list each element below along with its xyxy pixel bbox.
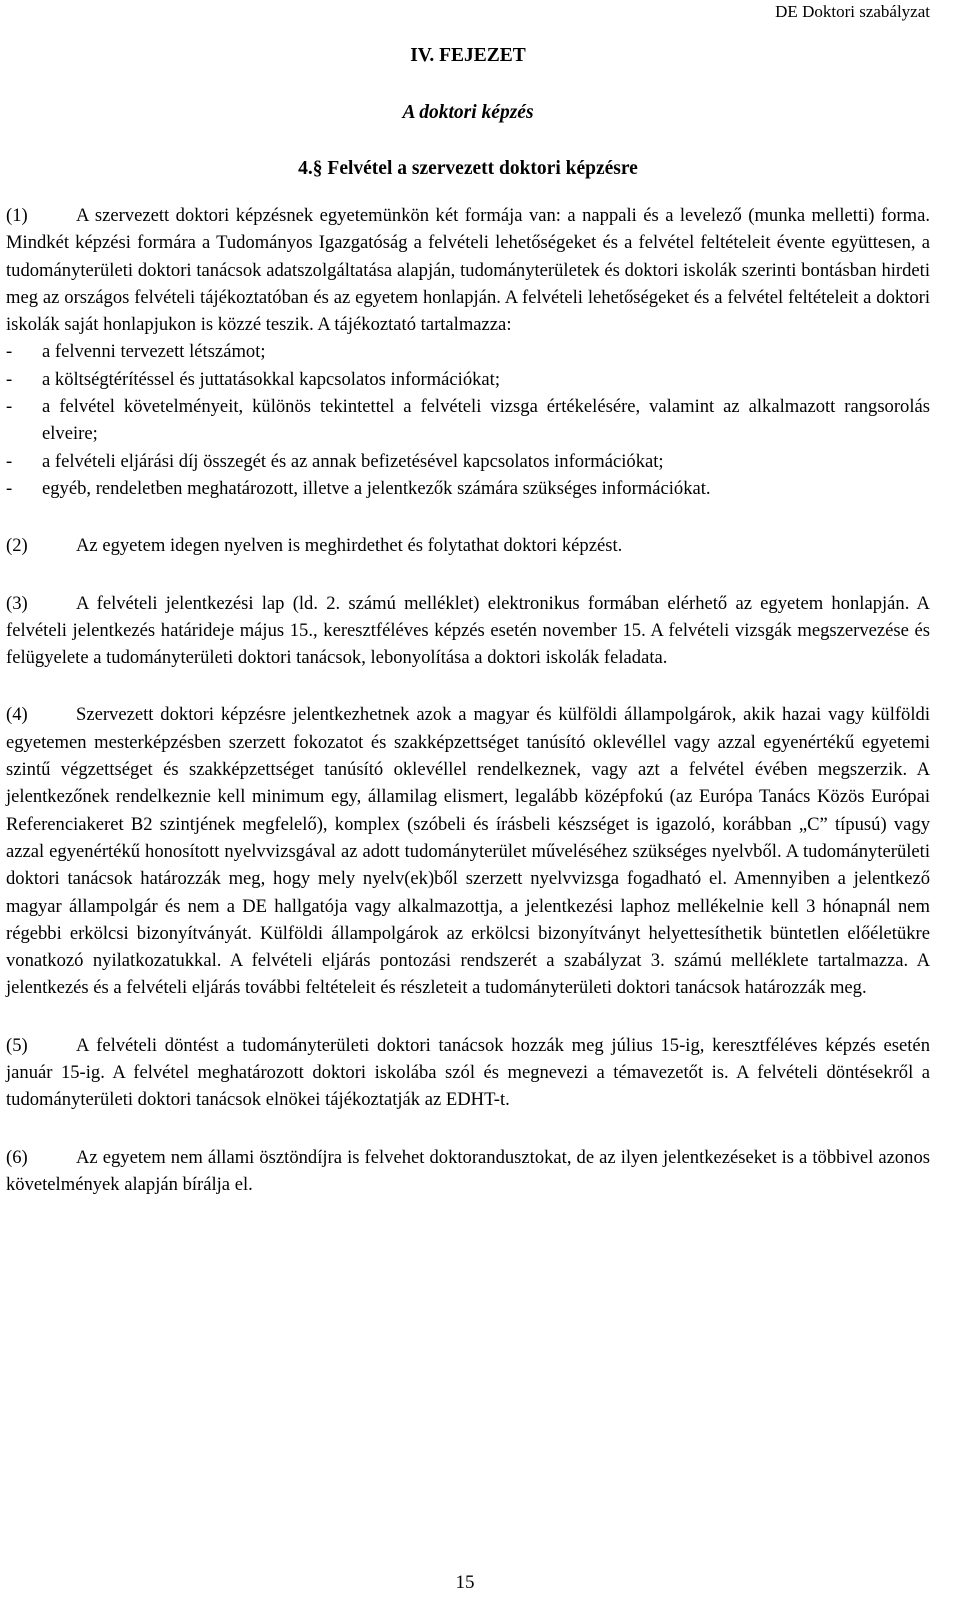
info-list (6, 338, 930, 502)
paragraph-2 (6, 532, 930, 559)
chapter-subtitle: A doktori képzés (402, 102, 534, 123)
list-item: - a felvételi eljárási díj összegét és az annak befizetésével kapcsolatos információkat; (6, 448, 930, 475)
list-dash: - (6, 368, 13, 390)
list-dash: - (6, 396, 13, 418)
paragraph-text: Az egyetem idegen nyelven is meghirdethet és folytathat doktori képzést. (76, 535, 623, 557)
paragraph-6 (6, 1144, 930, 1199)
chapter-title: IV. FEJEZET (410, 45, 526, 66)
list-item: - a költségtérítéssel és juttatásokkal kapcsolatos információkat; (6, 366, 930, 393)
paragraph-number: (2) (6, 535, 28, 557)
paragraph-text: Az egyetem nem állami ösztöndíjra is felvehet doktorandusztokat, de az ilyen jelentkezéseket is a többivel azonos követelmények alapján bírálja el. (6, 1146, 930, 1195)
list-item: - a felvétel követelményeit, különös tekintettel a felvételi vizsga értékelésére, valamint az alkalmazott rangsorolás elveire; (6, 393, 930, 448)
paragraph-number: (1) (6, 205, 28, 226)
running-header: DE Doktori szabályzat (775, 2, 930, 21)
paragraph-number: (6) (6, 1146, 28, 1168)
paragraph-4 (6, 701, 930, 1001)
paragraph-3 (6, 590, 930, 672)
document-page (6, 0, 930, 1198)
list-item: - a felvenni tervezett létszámot; (6, 338, 930, 365)
paragraph-5 (6, 1032, 930, 1114)
paragraph-number: (3) (6, 592, 28, 614)
paragraph-text: A szervezett doktori képzésnek egyetemünkön két formája van: a nappali és a levelező (munka melletti) forma. Mindkét képzési formára a Tudományos Igazgatóság a felvételi lehetőségeket és a felvétel feltételeit évente együttesen, a tudományterületi doktori tanácsok adatszolgáltatása alapján, tudományterületek és doktori iskolák szerinti bontásban hirdeti meg az országos felvételi tájékoztatóban és az egyetem honlapján. A felvételi lehetőségeket és a felvétel feltételeit a doktori iskolák saját honlapjukon is közzé teszik. A tájékoztató tartalmazza: (6, 205, 930, 336)
paragraph-number: (4) (6, 704, 28, 726)
paragraph-number: (5) (6, 1034, 28, 1056)
paragraph-text: Szervezett doktori képzésre jelentkezhetnek azok a magyar és külföldi állampolgárok, akik hazai vagy külföldi egyetemen mesterképzésben szerzett fokozatot és szakképzettséget tanúsító oklevéllel vagy azzal egyenértékű egyetemi szintű végzettséget és szakképzettséget tanúsító oklevéllel rendelkeznek, vagy azt a felvétel évében megszerzik. A jelentkezőnek rendelkeznie kell minimum egy, államilag elismert, legalább középfokú (az Európa Tanács Közös Európai Referenciakeret B2 szintjének megfelelő), komplex (szóbeli és írásbeli készséget is igazoló, korábban „C” típusú) vagy azzal egyenértékű honosított nyelvvizsgával az adott tudományterület műveléséhez szükséges nyelvből. A tudományterületi doktori tanácsok határozzák meg, hogy mely nyelv(ek)ből szerzett nyelvvizsga fogadható el. Amennyiben a jelentkező magyar állampolgár és nem a DE hallgatója vagy alkalmazottja, a jelentkezési laphoz mellékelnie kell 3 hónapnál nem régebbi erkölcsi bizonyítványát. Külföldi állampolgárok az erkölcsi bizonyítványt helyettesíthetik büntetlen előéletükre vonatkozó nyilatkozatukkal. A felvételi eljárás pontozási rendszerét a szabályzat 3. számú melléklete tartalmazza. A jelentkezés és a felvételi eljárás további feltételeit és részleteit a tudományterületi doktori tanácsok határozzák meg. (6, 704, 930, 999)
section-title: 4.§ Felvétel a szervezett doktori képzésre (298, 158, 638, 179)
paragraph-1 (6, 202, 930, 338)
page-number: 15 (455, 1572, 475, 1593)
paragraph-text: A felvételi döntést a tudományterületi doktori tanácsok hozzák meg július 15-ig, keresztféléves képzés esetén január 15-ig. A felvétel meghatározott doktori iskolába szól és megnevezi a témavezetőt is. A felvételi döntésekről a tudományterületi doktori tanácsok elnökei tájékoztatják az EDHT-t. (6, 1034, 930, 1111)
list-item: - egyéb, rendeletben meghatározott, illetve a jelentkezők számára szükséges információkat. (6, 475, 930, 502)
paragraph-text: A felvételi jelentkezési lap (ld. 2. számú melléklet) elektronikus formában elérhető az egyetem honlapján. A felvételi jelentkezés határideje május 15., keresztféléves képzés esetén november 15. A felvételi vizsgák megszervezése és felügyelete a tudományterületi doktori tanácsok, lebonyolítása a doktori iskolák feladata. (6, 592, 930, 669)
list-dash: - (6, 341, 13, 363)
list-dash: - (6, 450, 13, 472)
list-dash: - (6, 477, 13, 499)
